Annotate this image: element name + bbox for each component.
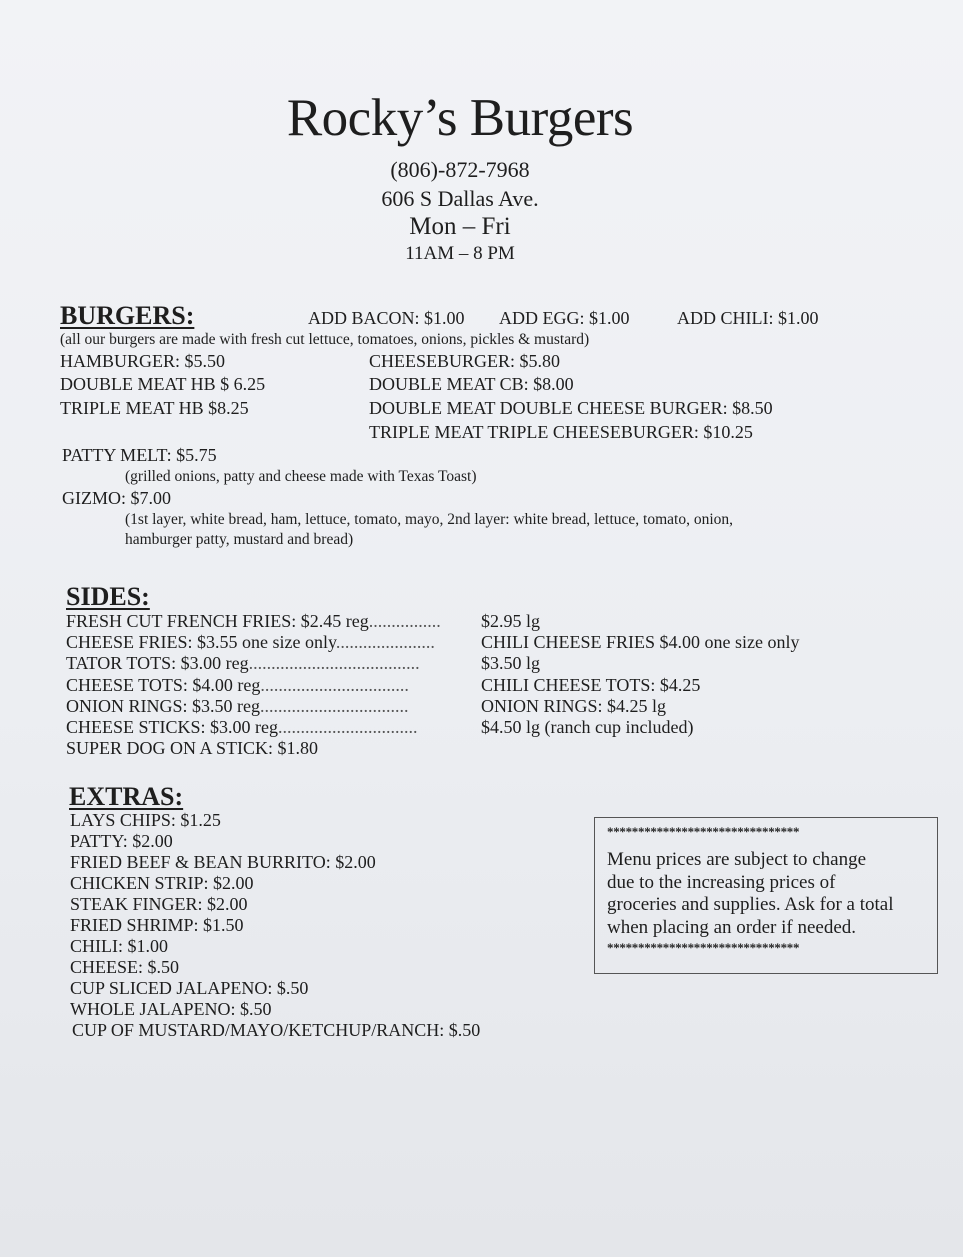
extra-item: LAYS CHIPS: $1.25 — [70, 810, 221, 830]
extra-item: CUP SLICED JALAPENO: $.50 — [70, 978, 309, 998]
side-right: CHILI CHEESE TOTS: $4.25 — [481, 675, 701, 695]
burger-item: TRIPLE MEAT HB $8.25 — [60, 398, 249, 418]
gizmo: GIZMO: $7.00 — [62, 488, 171, 508]
side-left: CHEESE TOTS: $4.00 reg — [66, 675, 261, 695]
price-notice-box — [594, 817, 938, 974]
burger-item: DOUBLE MEAT CB: $8.00 — [369, 374, 574, 394]
side-right: $3.50 lg — [481, 653, 541, 673]
side-left: TATOR TOTS: $3.00 reg — [66, 653, 249, 673]
notice-line: groceries and supplies. Ask for a total — [607, 894, 894, 915]
extra-item: PATTY: $2.00 — [70, 831, 173, 851]
burger-item: DOUBLE MEAT HB $ 6.25 — [60, 374, 266, 394]
leader-dots: ...................................... — [248, 653, 420, 673]
burger-item: TRIPLE MEAT TRIPLE CHEESEBURGER: $10.25 — [369, 422, 753, 442]
side-row — [66, 632, 435, 653]
leader-dots: ................ — [368, 611, 441, 631]
notice-line: due to the increasing prices of — [607, 871, 836, 893]
side-row — [66, 717, 418, 738]
address: 606 S Dallas Ave. — [381, 186, 539, 211]
stars-divider-top: ******************************* — [607, 824, 800, 839]
open-hours: 11AM – 8 PM — [405, 243, 515, 264]
extra-item: FRIED BEEF & BEAN BURRITO: $2.00 — [70, 852, 376, 872]
addon-chili: ADD CHILI: $1.00 — [677, 308, 819, 328]
extra-item: CHILI: $1.00 — [70, 936, 168, 956]
leader-dots: ............................... — [278, 717, 418, 737]
patty-melt: PATTY MELT: $5.75 — [62, 445, 217, 465]
burger-item: DOUBLE MEAT DOUBLE CHEESE BURGER: $8.50 — [369, 398, 773, 418]
side-right: $2.95 lg — [481, 611, 541, 631]
side-row — [66, 611, 441, 632]
side-left: SUPER DOG ON A STICK: $1.80 — [66, 738, 319, 758]
restaurant-title: Rocky’s Burgers — [286, 89, 634, 147]
side-left: CHEESE FRIES: $3.55 one size only — [66, 632, 336, 652]
extra-item: STEAK FINGER: $2.00 — [70, 894, 248, 914]
burgers-note: (all our burgers are made with fresh cut lettuce, tomatoes, onions, pickles & mustard) — [60, 331, 590, 348]
extra-item: CUP OF MUSTARD/MAYO/KETCHUP/RANCH: $.50 — [72, 1020, 481, 1040]
notice-line: when placing an order if needed. — [607, 916, 857, 938]
leader-dots: ................................. — [260, 675, 409, 695]
side-left: ONION RINGS: $3.50 reg — [66, 696, 260, 716]
leader-dots: ................................. — [259, 696, 409, 716]
side-row — [66, 696, 408, 717]
side-row — [66, 653, 420, 674]
side-left: FRESH CUT FRENCH FRIES: $2.45 reg — [66, 611, 369, 631]
side-right: $4.50 lg (ranch cup included) — [481, 717, 694, 737]
extra-item: CHICKEN STRIP: $2.00 — [70, 873, 254, 893]
sides-heading: SIDES: — [66, 582, 150, 611]
open-days: Mon – Fri — [409, 213, 511, 240]
side-row — [66, 738, 318, 759]
extra-item: FRIED SHRIMP: $1.50 — [70, 915, 244, 935]
stars-divider-bottom: ******************************* — [607, 940, 800, 955]
side-left: CHEESE STICKS: $3.00 reg — [66, 717, 279, 737]
extra-item: WHOLE JALAPENO: $.50 — [70, 999, 272, 1019]
gizmo-note-line1: (1st layer, white bread, ham, lettuce, tomato, mayo, 2nd layer: white bread, lettuce, tomato, onion, — [125, 511, 733, 528]
addon-bacon: ADD BACON: $1.00 — [308, 308, 465, 328]
extra-item: CHEESE: $.50 — [70, 957, 180, 977]
price-notice-text — [607, 849, 894, 939]
side-row — [66, 675, 409, 696]
gizmo-note-line2: hamburger patty, mustard and bread) — [125, 531, 354, 548]
patty-melt-note: (grilled onions, patty and cheese made with Texas Toast) — [125, 468, 477, 485]
burger-item: CHEESEBURGER: $5.80 — [369, 351, 561, 371]
notice-line: Menu prices are subject to change — [607, 849, 867, 870]
extras-heading: EXTRAS: — [69, 782, 184, 811]
side-right: CHILI CHEESE FRIES $4.00 one size only — [481, 632, 800, 652]
leader-dots: ...................... — [335, 632, 435, 652]
burgers-heading: BURGERS: — [60, 301, 195, 330]
burger-item: HAMBURGER: $5.50 — [60, 351, 226, 371]
side-right: ONION RINGS: $4.25 lg — [481, 696, 667, 716]
phone-number: (806)-872-7968 — [390, 157, 530, 182]
addon-egg: ADD EGG: $1.00 — [499, 308, 630, 328]
